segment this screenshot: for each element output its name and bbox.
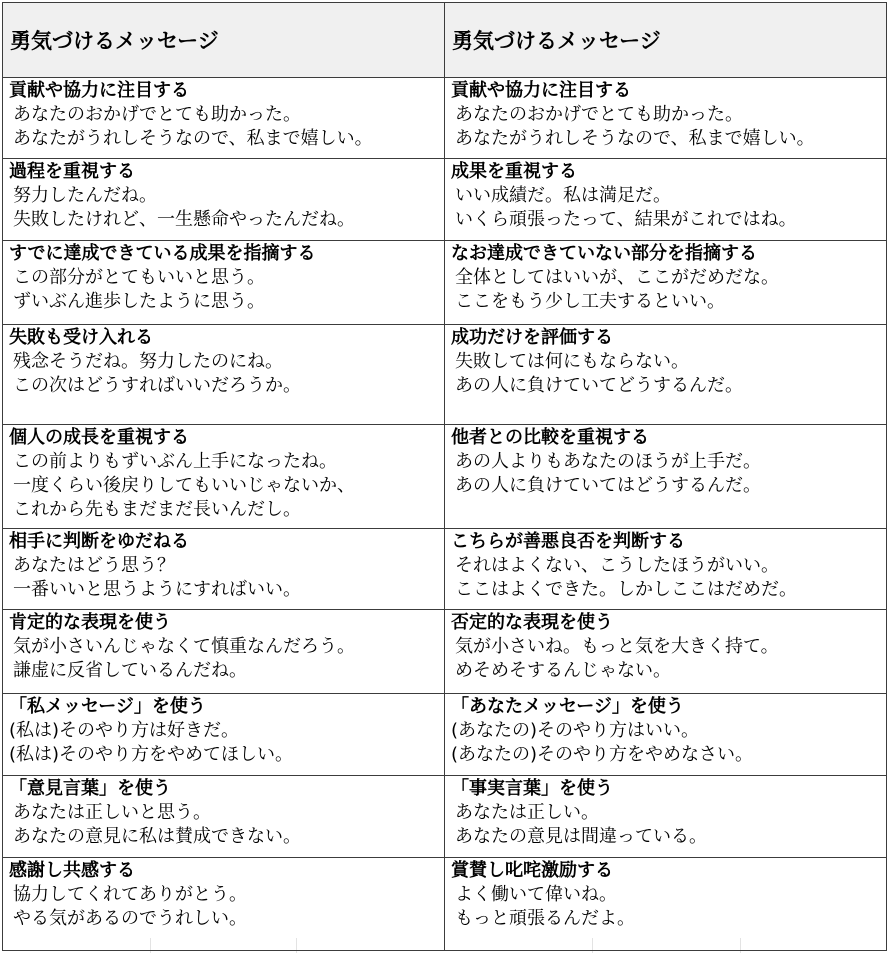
cell-line: あなたのおかげでとても助かった。 (455, 104, 743, 125)
table-row (3, 529, 887, 610)
cell-line: あの人に負けていてはどうするんだ。 (455, 475, 761, 496)
table-row (3, 241, 887, 325)
table-cell-right[interactable] (445, 694, 887, 776)
cell-line: いい成績だ。私は満足だ。 (455, 185, 671, 206)
table-cell-left[interactable] (3, 241, 445, 325)
table-row (3, 776, 887, 858)
cell-line: これから先もまだまだ長いんだし。 (13, 499, 301, 520)
table-row (3, 159, 887, 241)
cell-line: もっと頑張るんだよ。 (455, 908, 635, 929)
cell-title: 賞賛し叱咤激励する (451, 860, 613, 881)
table-cell-left[interactable] (3, 694, 445, 776)
cell-line: あなたは正しい。 (455, 802, 599, 823)
cell-title: 成果を重視する (451, 161, 577, 182)
table-row (3, 610, 887, 694)
table-cell-right[interactable] (445, 425, 887, 529)
cell-line: 一度くらい後戻りしてもいいじゃないか、 (13, 475, 355, 496)
cell-line: 努力したんだね。 (13, 185, 157, 206)
table-cell-left[interactable] (3, 78, 445, 159)
cell-title: 貢献や協力に注目する (451, 80, 631, 101)
table-row (3, 325, 887, 425)
table-cell-left[interactable] (3, 159, 445, 241)
table-row (3, 694, 887, 776)
table-row (3, 425, 887, 529)
cell-line: 気が小さいんじゃなくて慎重なんだろう。 (13, 636, 355, 657)
table-cell-right[interactable] (445, 159, 887, 241)
cell-line: 失敗したけれど、一生懸命やったんだね。 (13, 209, 355, 230)
cell-line: この部分がとてもいいと思う。 (13, 267, 265, 288)
table-cell-right[interactable] (445, 325, 887, 425)
cell-title: 個人の成長を重視する (9, 427, 189, 448)
table-cell-left[interactable] (3, 858, 445, 951)
cell-title: なお達成できていない部分を指摘する (451, 243, 757, 264)
cell-line: (私は)そのやり方をやめてほしい。 (9, 744, 294, 765)
cell-title: こちらが善悪良否を判断する (451, 531, 685, 552)
table-cell-right[interactable] (445, 78, 887, 159)
cell-line: やる気があるのでうれしい。 (13, 908, 247, 929)
cell-line: いくら頑張ったって、結果がこれではね。 (455, 209, 797, 230)
cell-line: 残念そうだね。努力したのにね。 (13, 351, 283, 372)
cell-line: (私は)そのやり方は好きだ。 (9, 720, 240, 741)
cell-line: 気が小さいね。もっと気を大きく持て。 (455, 636, 779, 657)
cell-title: 「私メッセージ」を使う (9, 696, 206, 717)
cell-title: 失敗も受け入れる (9, 327, 153, 348)
cell-line: ここはよくできた。しかしここはだめだ。 (455, 579, 797, 600)
cell-title: 相手に判断をゆだねる (9, 531, 189, 552)
table-cell-left[interactable] (3, 610, 445, 694)
cell-line: この次はどうすればいいだろうか。 (13, 375, 301, 396)
table-cell-right[interactable] (445, 858, 887, 951)
cell-line: めそめそするんじゃない。 (455, 660, 671, 681)
cell-line: よく働いて偉いね。 (455, 884, 617, 905)
cell-line: 全体としてはいいが、ここがだめだな。 (455, 267, 779, 288)
table-cell-left[interactable] (3, 425, 445, 529)
cell-title: 過程を重視する (9, 161, 135, 182)
table-row (3, 78, 887, 159)
header-cell-left[interactable]: 勇気づけるメッセージ (3, 3, 445, 78)
table-cell-right[interactable] (445, 241, 887, 325)
table-cell-right[interactable] (445, 776, 887, 858)
cell-line: 謙虚に反省しているんだね。 (13, 660, 247, 681)
cell-title: 「あなたメッセージ」を使う (451, 696, 684, 717)
cell-line: あなたがうれしそうなので、私まで嬉しい。 (455, 128, 815, 149)
cell-title: 貢献や協力に注目する (9, 80, 189, 101)
table-cell-right[interactable] (445, 529, 887, 610)
cell-line: ここをもう少し工夫するといい。 (455, 291, 725, 312)
cell-line: あなたのおかげでとても助かった。 (13, 104, 301, 125)
cell-line: あなたの意見に私は賛成できない。 (13, 826, 301, 847)
cell-title: 肯定的な表現を使う (9, 612, 171, 633)
cell-title: 感謝し共感する (9, 860, 135, 881)
cell-title: 「意見言葉」を使う (9, 778, 171, 799)
table-cell-left[interactable] (3, 529, 445, 610)
cell-line: それはよくない、こうしたほうがいい。 (455, 555, 779, 576)
message-comparison-table (2, 2, 887, 951)
cell-line: あの人に負けていてどうするんだ。 (455, 375, 743, 396)
cell-title: 他者との比較を重視する (451, 427, 649, 448)
cell-title: 「事実言葉」を使う (451, 778, 613, 799)
cell-line: あの人よりもあなたのほうが上手だ。 (455, 451, 761, 472)
cell-line: 一番いいと思うようにすればいい。 (13, 579, 301, 600)
cell-line: ずいぶん進歩したように思う。 (13, 291, 265, 312)
cell-line: この前よりもずいぶん上手になったね。 (13, 451, 337, 472)
header-cell-right[interactable]: 勇気づけるメッセージ (445, 3, 887, 78)
table-cell-right[interactable] (445, 610, 887, 694)
table-cell-left[interactable] (3, 776, 445, 858)
cell-line: (あなたの)そのやり方はいい。 (451, 720, 700, 741)
cell-line: あなたは正しいと思う。 (13, 802, 211, 823)
cell-title: すでに達成できている成果を指摘する (9, 243, 316, 264)
cell-title: 否定的な表現を使う (451, 612, 613, 633)
cell-line: あなたの意見は間違っている。 (455, 826, 707, 847)
cell-line: 協力してくれてありがとう。 (13, 884, 247, 905)
cell-line: (あなたの)そのやり方をやめなさい。 (451, 744, 754, 765)
cell-line: あなたはどう思う？ (13, 555, 175, 576)
table-row (3, 858, 887, 951)
cell-title: 成功だけを評価する (451, 327, 613, 348)
cell-line: 失敗しては何にもならない。 (455, 351, 689, 372)
cell-line: あなたがうれしそうなので、私まで嬉しい。 (13, 128, 373, 149)
table-cell-left[interactable] (3, 325, 445, 425)
